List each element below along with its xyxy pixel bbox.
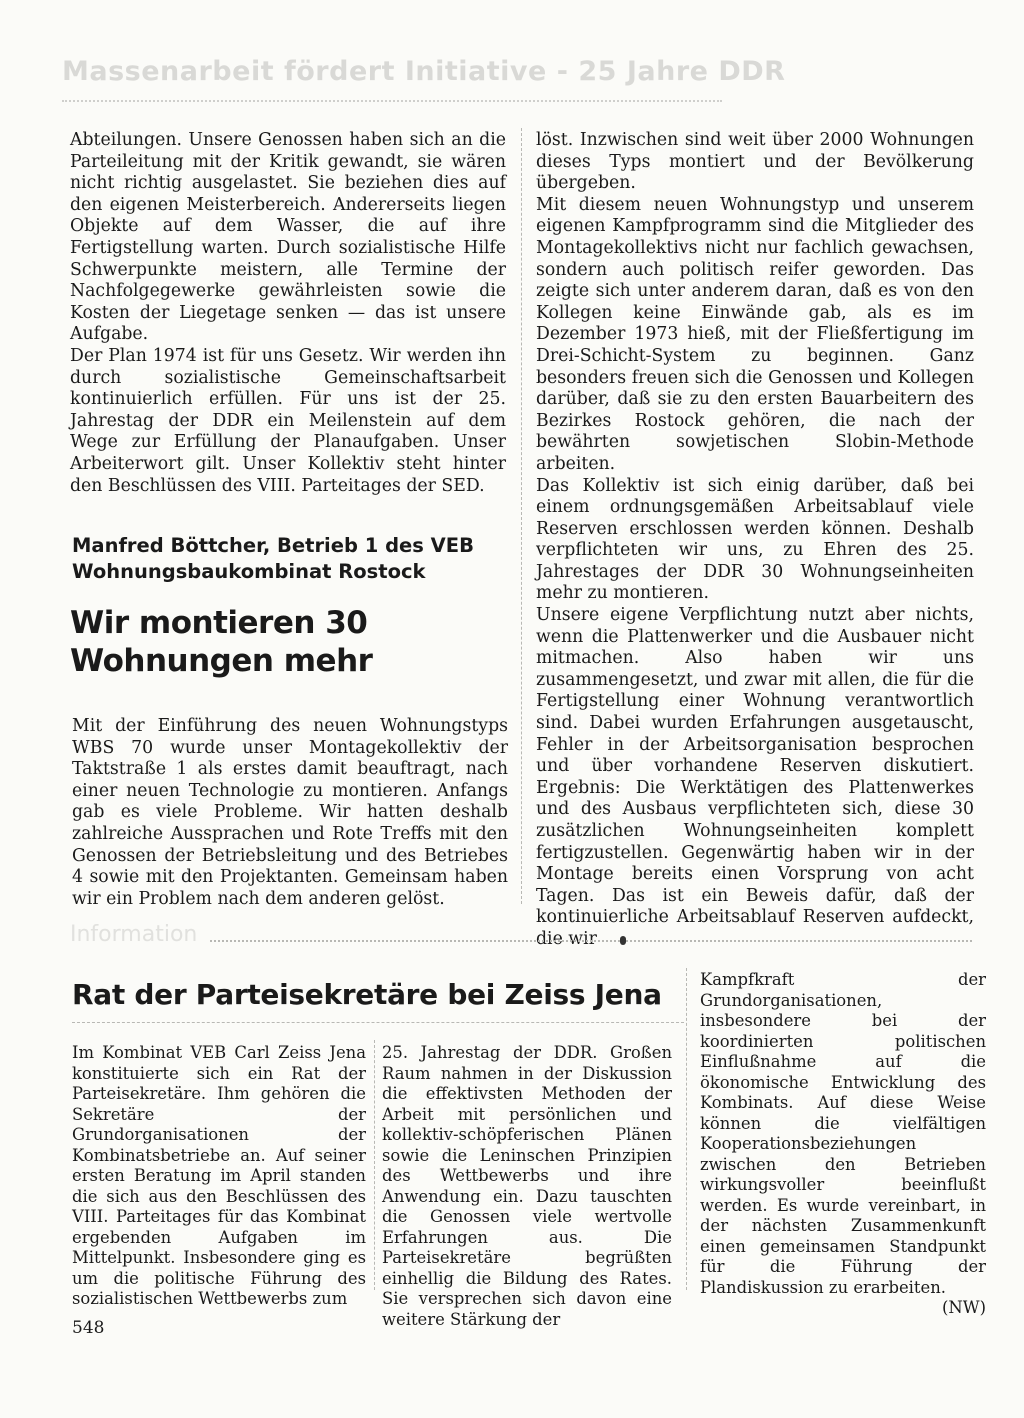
article3-headline-rule [72,1022,684,1023]
article3-paragraph: 25. Jahrestag der DDR. Großen Raum nahmen in der Diskussion die effektivsten Methoden der Arbeit mit persönlichen und kollektiv-schöpferischen Plänen sowie die Leninschen Prinzipien des Wettbewerbs und ihre Anwendung ein. Dazu tauschten die Genossen viele wertvolle Erfahrungen aus. Die Parteisekretäre begrüßten einhellig die Bildung des Rates. Sie versprechen sich davon eine weitere Stärkung der [382,1043,672,1329]
article1-column [70,130,506,497]
article2-left-column [72,716,508,910]
running-head: Massenarbeit fördert Initiative - 25 Jahre DDR [62,56,786,87]
article2-right-column [536,130,974,951]
article3-paragraph: Kampfkraft der Grundorganisationen, insbesondere bei der koordinierten politischen Einflußnahme auf die ökonomische Entwicklung des Kombinats. Auf diese Weise können die vielfältigen Kooperationsbeziehungen zwischen den Betrieben wirkungsvoller beeinflußt werden. Es wurde vereinbart, in der nächsten Zusammenkunft einen gemeinsamen Standpunkt für die Führung der Plandiskussion zu erarbeiten. [700,970,986,1297]
article3-column-2 [382,1043,672,1330]
page-number: 548 [72,1318,105,1338]
section-rule [210,940,972,942]
article2-paragraph: Mit der Einführung des neuen Wohnungstyps WBS 70 wurde unser Montagekollektiv der Taktstraße 1 als erstes damit beauftragt, nach einer neuen Technologie zu montieren. Anfangs gab es viele Probleme. Wir hatten deshalb zahlreiche Aussprachen und Rote Treffs mit den Genossen der Betriebsleitung und des Betriebes 4 sowie mit den Projektanten. Gemeinsam haben wir ein Problem nach dem anderen gelöst. [72,716,508,909]
article2-paragraph: Unsere eigene Verpflichtung nutzt aber nichts, wenn die Plattenwerker und die Ausbauer nicht mitmachen. Also haben wir uns zusammengesetzt, und zwar mit allen, die für die Fertigstellung einer Wohnung verantwortlich sind. Dabei wurden Erfahrungen ausgetauscht, Fehler in der Arbeitsorganisation besprochen und über vorhandene Reserven diskutiert. Ergebnis: Die Werktätigen des Plattenwerkes und des Ausbaus verpflichteten sich, diese 30 zusätzlichen Wohnungseinheiten komplett fertigzustellen. Gegenwärtig haben wir in der Montage bereits einen Vorsprung von acht Tagen. Das ist ein Beweis dafür, daß der kontinuierliche Arbeitsablauf Reserven aufdeckt, die wir [536,605,974,949]
article2-headline: Wir montieren 30 Wohnungen mehr [70,605,373,679]
section-ornament [620,936,626,945]
article2-paragraph: Das Kollektiv ist sich einig darüber, daß bei einem ordnungsgemäßen Arbeitsablauf viele Reserven erschlossen werden können. Deshalb verpflichteten wir uns, zu Ehren des 25. Jahrestages der DDR 30 Wohnungseinheiten mehr zu montieren. [536,475,974,604]
article3-signoff: (NW) [942,1298,986,1317]
article1-paragraph: Abteilungen. Unsere Genossen haben sich an die Parteileitung mit der Kritik gewandt, sie wären nicht richtig ausgelastet. Sie beziehen dies auf den eigenen Meisterbereich. Andererseits liegen Objekte auf dem Wasser, die auf ihre Fertigstellung warten. Durch sozialistische Hilfe Schwerpunkte meistern, alle Termine der Nachfolgegewerke gewährleisten sowie die Kosten der Liegetage senken — das ist unsere Aufgabe. [70,130,506,345]
article3-column-3 [700,970,986,1319]
article2-paragraph: löst. Inzwischen sind weit über 2000 Wohnungen dieses Typs montiert und der Bevölkerung übergeben. [536,130,974,194]
article2-byline: Manfred Böttcher, Betrieb 1 des VEB Wohnungsbaukombinat Rostock [72,534,474,583]
article2-paragraph: Mit diesem neuen Wohnungstyp und unserem eigenen Kampfprogramm sind die Mitglieder des Montagekollektivs nicht nur fachlich gewachsen, sondern auch politisch reifer geworden. Das zeigte sich unter anderem daran, daß es von den Kollegen keine Einwände gab, als es im Dezember 1973 hieß, mit der Fließfertigung im Drei-Schicht-System zu beginnen. Ganz besonders freuen sich die Genossen und Kollegen darüber, daß sie zu den ersten Bauarbeitern des Bezirkes Rostock gehören, die nach der bewährten sowjetischen Slobin-Methode arbeiten. [536,194,974,474]
column-divider [521,128,522,904]
running-head-rule [62,100,722,102]
article3-headline: Rat der Parteisekretäre bei Zeiss Jena [72,978,662,1011]
article3-paragraph: Im Kombinat VEB Carl Zeiss Jena konstituierte sich ein Rat der Parteisekretäre. Ihm gehören die Sekretäre der Grundorganisationen der Kombinatsbetriebe an. Auf seiner ersten Beratung im April standen die sich aus den Beschlüssen des VIII. Parteitages für das Kombinat ergebenden Aufgaben im Mittelpunkt. Insbesondere ging es um die politische Führung des sozialistischen Wettbewerbs zum [72,1043,366,1308]
column-divider [686,968,687,1290]
column-divider [374,1040,375,1290]
article3-column-1 [72,1043,366,1310]
section-label-information: Information [70,922,198,947]
article1-paragraph: Der Plan 1974 ist für uns Gesetz. Wir werden ihn durch sozialistische Gemeinschaftsarbeit kontinuierlich erfüllen. Für uns ist der 25. Jahrestag der DDR ein Meilenstein auf dem Wege zur Erfüllung der Planaufgaben. Unser Arbeiterwort gilt. Unser Kollektiv steht hinter den Beschlüssen des VIII. Parteitages der SED. [70,345,506,496]
